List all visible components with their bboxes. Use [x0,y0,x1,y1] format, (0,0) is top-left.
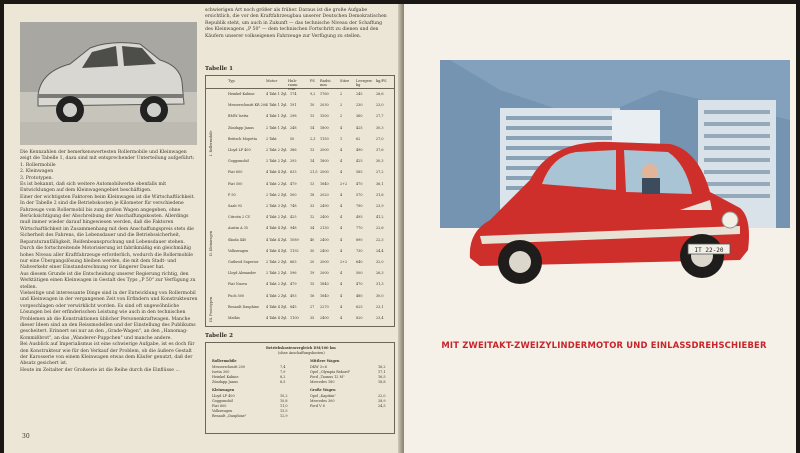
table1-cell: 2400 [320,237,329,242]
table1-cell: 1100 [290,316,299,320]
table2-item-value: 17,1 [378,370,386,374]
table2-item-value: 28,9 [378,399,386,403]
table1-cell: 1760 [320,92,329,96]
table1-cell: 640 [356,260,363,264]
table1-cell: 480 [356,293,363,298]
paragraph: Einer der wichtigsten Faktoren beim Kleinwagen ist die Wirtschaftlichkeit. In der Tabelle 2 sind die Betriebskosten je Kilometer für verschiedene Fahrzeuge vom Rollermobil bis zum großen Wagen angegeben, ohne Berücksichtigung der Abschreibung der Anschaffungskosten. Allerdings muß immer wieder darauf hingewiesen werden, daß die Faktoren Wirtschaftlichkeit im Zusammenhang mit dem Anschaffungspreis stets die Sicherheit des Fahrens, die Lebensdauer und die Betriebssicherheit, Reparaturanfälligkeit, Reifenbeanspruchung und Lebensdauer stehen. [20,194,195,245]
table1-cell: 490 [356,148,363,152]
table1-cell: 500 [356,271,363,276]
table1-cell: 4 Takt 4 Zyl. [266,316,288,320]
table1-row [218,259,393,266]
table1-cell: 2+2 [340,181,348,186]
table1-cell: 4 [340,316,343,320]
table1-row [218,214,393,221]
table1-cell: 13 [310,148,315,152]
paragraph: Aus diesem Grunde ist die Entscheidung unserer Regierung richtig, den Werktätigen einen Kleinwagen in Gestalt des Typs „P 50" zur Verfügung zu stellen. [20,271,196,290]
table1-cell: Fiat Nuova [228,282,248,287]
table1-cell: 495 [356,215,363,220]
table1-cell: 9,2 [310,92,316,96]
table2-item-name: Heinkel Kabine [212,375,239,379]
table1-cell: 425 [290,215,297,220]
table1-row [218,158,393,165]
table1-col-header: Radst. mm [320,79,332,87]
table1-col-header: Hub-raum ccm [288,79,298,91]
table1-cell: 386 [290,148,297,152]
table1-cell: 2+2 [340,260,348,264]
table1-cell: Zündapp Janus [228,125,254,130]
table1-cell: 748 [290,204,297,208]
table1-cell: Renault Dauphine [228,304,260,309]
table1-row [218,270,393,277]
table1-cell: 13 [310,181,315,186]
table1-cell: 4 [340,192,343,197]
paragraph: Es ist bekannt, daß sich weitere Automobilwerke ebenfalls mit Entwicklungen auf dem Kleinwagengebiet beschäftigen. [20,182,167,194]
table1-cell: 24,4 [376,248,384,253]
table2-title: Betriebskostenvergleich DM/100 km [266,346,336,350]
table2-item-value: 22,0 [378,394,386,398]
table1-row [218,203,393,210]
table1-cell: 770 [356,226,363,231]
table1-cell: Austin A 35 [228,226,248,231]
table1-row [218,248,393,255]
table1-cell: Heinkel-Kabine [228,92,255,96]
list-item: 1. Rollermobile [20,162,56,168]
table1-cell: 820 [356,316,363,320]
table1-cell: 2000 [320,260,329,264]
table1-cell: 1500 [320,114,329,119]
table1-cell: 293 [290,159,297,164]
table1-cell: 1800 [320,125,329,130]
table1-cell: 27,2 [376,170,384,175]
table2-item-value: 13,5 [280,409,288,413]
table1-cell: 1840 [320,293,329,298]
table1-cell: 4 Takt 2 Zyl. [266,293,288,298]
table1-cell: 22,6 [376,226,384,231]
table1-cell: 4 [340,226,343,231]
left-column-text [20,150,198,374]
table2-section-heading: Kleinwagen [212,388,235,392]
page-caption: MIT ZWEITAKT-ZWEIZYLINDERMOTOR UND EINLASSDREHSCHIEBER [441,340,767,350]
table1-row [218,281,393,288]
table2-item-value: 16,5 [378,375,386,379]
table1-cell: 31,6 [376,192,384,197]
table1-cell: 1800 [320,159,329,164]
table1-cell: 1840 [320,181,329,186]
table1-cell: Brütsch Mopetta [228,136,257,141]
table1-cell: 479 [290,282,297,287]
table1-row [218,192,393,199]
table1-cell: 890 [356,237,363,242]
table1-group-label: II. Kleinwagen [209,230,213,256]
table1-cell: Saab 93 [228,204,242,208]
table2-item-value: 16,2 [378,365,386,369]
table1-cell: 22,3 [376,237,384,242]
table1-group-label: III. Prototypen [209,296,213,322]
table1-row [218,147,393,154]
table1-cell: 4 Takt 4 Zyl. [266,248,288,253]
table1-cell: 4 Takt 4 Zyl. [266,237,288,242]
table1-cell: 27,0 [376,136,384,141]
table1-cell: Volkswagen [228,248,249,253]
table1-cell: 37,6 [376,148,384,152]
table1-cell: 479 [290,181,297,186]
table1-cell: Lloyd LP 400 [228,148,251,152]
table1-cell: 2 Takt 1 Zyl. [266,103,288,108]
table1-cell: Citroën 2 CV [228,215,251,220]
table1-cell: 2400 [320,248,329,253]
table1-cell: 425 [356,125,363,130]
table1-cell: 2270 [320,304,329,309]
right-column-intro: schwierigen Art noch größer als früher. Daraus ist die große Aufgabe ersichtlich, die vor den Kraftfahrzeugbau unserer Deutschen Demokratischen Republik steht, um auch in Zukunft — das technische Niveau der Schaffung des Kleinwagens „P 50" — dem technischen Fortschritt zu dienen und den Käufern unserer volkseigenen Fahrzeuge zur Verfügung zu stellen. [205,8,387,39]
table1-cell: 15 [310,282,315,287]
table1-cell: 2 Takt 2 Zyl. [266,192,288,197]
table1-cell: 4 [340,215,343,220]
table1 [205,75,395,327]
table1-cell: 4 Takt 2 Zyl. [266,215,288,220]
table1-cell: 18 [310,192,315,197]
table2-item-name: Ford „Taunus 12 M" [310,375,345,379]
table1-cell: 663 [290,260,297,264]
table1-cell: 360 [356,114,363,119]
table1-cell: 23,4 [376,316,384,320]
table1-cell: 35 [310,316,315,320]
table1-cell: 493 [290,293,297,298]
table1-cell: 2 Takt 2 Zyl. [266,260,288,264]
table1-cell: Skoda 440 [228,237,247,242]
table1-cell: 30 [310,248,315,253]
table1-cell: 4 [340,304,343,309]
table1-cell: 2490 [320,204,329,208]
table1-cell: 30,3 [376,159,384,164]
table1-col-header: kg/PS [376,79,387,83]
table1-cell: 4 Takt 2 Zyl. [266,181,288,186]
table1-cell: 2 Takt 3 Zyl. [266,204,288,208]
table1-cell: 2000 [320,148,329,152]
table1-cell: 948 [290,226,297,231]
table1-cell: 4 [340,248,343,253]
table1-cell: 23,1 [376,304,384,309]
table2-item-value: 8,5 [280,380,286,384]
table1-cell: Fiat 600 [228,170,243,175]
table1-cell: 4 [340,271,343,276]
table2-item-value: 18,8 [378,380,386,384]
table1-col-header: Leergew. kg [356,79,373,87]
table1-cell: 2020 [320,192,329,197]
table1-cell: 4 Takt 2 Zyl. [266,282,288,287]
table1-cell: 21,5 [310,170,318,175]
table1-cell: 1150 [320,136,329,141]
table2-item-value: 10,2 [280,394,288,398]
table2-section-heading: Große Wagen [310,388,336,392]
table1-cell: 4 [340,148,343,152]
table1-cell: 4 [340,170,343,175]
list-item: 3. Prototypen. [20,175,54,181]
table1-cell: 32,0 [376,260,384,264]
table1-cell: 23,0 [376,103,384,108]
table1-cell: 30,3 [376,125,384,130]
table1-cell: 596 [290,271,297,276]
table1-cell: 298 [290,114,297,119]
table1-col-header: Typ [228,79,235,83]
table1-group-label: I. Rollermobile [209,130,213,156]
table1-row [218,102,393,109]
table2-item-value: 12,9 [280,414,288,418]
table1-row [218,136,393,143]
table1-row [218,225,393,232]
table1-cell: 4 Takt 4 Zyl. [266,226,288,231]
table1-cell: 23,9 [376,204,384,208]
table1-row [218,293,393,300]
table1-col-header: Sitze [340,79,350,83]
paragraph: Die Kennzahlen der bemerkenswertesten Rollermobile und Kleinwagen zeigt die Tabelle 1, dazu sind mit entsprechender Unterteilung aufgeführt: [20,150,195,162]
table1-cell: 470 [356,181,363,186]
table1-row [218,125,393,132]
table2-item-name: Volkswagen [212,409,233,413]
table1-row [218,91,393,98]
table2-item-name: Messerschmitt 200 [212,365,245,369]
table1-cell: Lloyd Alexander [228,271,256,276]
table1-cell: 845 [290,304,297,309]
car-illustration [440,60,790,310]
table1-cell: 4 Takt 4 Zyl. [266,170,288,175]
table1-cell: 2000 [320,271,329,276]
table2-subtitle: (ohne Anschaffungskosten) [278,351,325,355]
table2-item-name: Mercedes 180 [310,380,335,384]
table2-item-name: Goggomobil [212,399,233,403]
paragraph: Bei Ausblick auf Imperialismus ist eine schwierige Aufgabe, ist es doch für den Konstrukteur wie für den Verkauf der Problem, ob die äußere Gestalt der Karosserie von einem Kleinwagen etwas dem Käufer genutzt, daß der Absatz gesichert ist. [20,342,195,367]
table1-cell: 245 [356,92,363,96]
table2-item-value: 10,8 [280,399,288,403]
paragraph: Durch die fortschreitende Motorisierung ist fabrikmäßig ein gleichmäßig hohes Niveau aller Kraftfahrzeuge erforderlich, wodurch die Rollermobile nur eine Übergangslösung bleiben werden, die mit dem Stadt- und Nahverkehr einer Einstandsrechnung vor längerer Dauer hat. [20,246,193,271]
table1-cell: 1089 [290,237,299,242]
table1-col-header: PS [310,79,315,83]
table1-cell: 2 Takt 2 Zyl. [266,148,288,152]
table1-cell: 4 [340,125,343,130]
table1-cell: Gutbrod Superior [228,260,259,264]
table1-cell: 14 [310,125,315,130]
table1-cell: 62 [356,136,361,141]
table1-cell: P 50 [228,192,236,197]
table1-cell: 40 [310,237,315,242]
table2-label: Tabelle 2 [205,333,233,339]
table2-section-heading: Rollermobile [212,359,237,363]
table1-cell: 4 [340,237,343,242]
table1-cell: Mathis [228,316,240,320]
table1-cell: 50 [290,136,295,141]
table1-cell: 10 [310,103,315,108]
table1-cell: 2030 [320,103,329,108]
page-number: 30 [22,433,30,440]
paragraph: Vielseitige und interessante Dinge sind in der Entwicklung von Rollermobil und Kleinwagen in der vergangenen Zeit von Erfindern und Konstrukteuren vorgeschlagen oder verwirklicht worden. Es sind oft ungewöhnliche Lösungen bei der erfinderischen Leistung wie auch in den technischen Problemen ab die Konstruktionen üblicher Personenkraftwagen. Manche dieser Ideen sind an den Reissmodellen und der Einstellung des Publikums gescheitert. Erinnert sei nur an den „Grade-Wagen", an den „Hanomag-Kommißbrot", an das „Wanderer-Puppchen" und manche andere. [20,290,198,341]
table1-cell: 2000 [320,170,329,175]
table1-col-header: Motor [266,79,278,83]
table1-row [218,181,393,188]
table1-cell: 2 [340,92,343,96]
car-side-photo [20,22,197,145]
table1-row [218,169,393,176]
table1-cell: 4 Takt 4 Zyl. [266,304,288,309]
table1-cell: 36,1 [376,181,384,186]
table1-cell: 12 [310,215,315,220]
table2-item-name: Mercedes 300 [310,399,335,403]
table1-row [218,315,393,322]
table2-item-value: 8,2 [280,375,286,379]
table1-cell: 30,0 [376,293,384,298]
table1-cell: Goggomobil [228,159,249,164]
table1-cell: 2 Takt 2 Zyl. [266,271,288,276]
list-item: 2. Kleinwagen [20,169,54,175]
table1-row [218,237,393,244]
table1-cell: 2,3 [310,136,316,141]
table1-cell: 19 [310,271,315,276]
table1-label: Tabelle 1 [205,66,233,72]
table1-cell: 790 [356,204,363,208]
table1-cell: 31,3 [376,282,384,287]
table1-cell: 633 [290,170,297,175]
table1-cell: 230 [356,103,363,108]
table1-cell: 191 [290,103,297,108]
table1-row [218,304,393,311]
table1-cell: 33 [310,204,315,208]
table1-cell: 2 Takt [266,136,277,141]
table1-cell: 2 Takt 1 Zyl. [266,125,288,130]
table1-cell: 41,2 [376,215,384,220]
table2-item-name: DKW 3=6 [310,365,327,369]
table1-cell: 13 [310,114,315,119]
table1-cell: 2400 [320,316,329,320]
table1-cell: 27 [310,304,315,309]
table1-cell: 16 [310,293,315,298]
table2-item-value: 7,4 [280,365,286,369]
table1-cell: 2 [340,114,343,119]
table1-cell: 470 [356,282,363,287]
table2-item-value: 7,9 [280,370,286,374]
table1-cell: 425 [356,159,363,164]
table1-cell: 2 [340,103,343,108]
table1-header [206,76,394,89]
table1-cell: 1192 [290,248,299,253]
table2-item-value: 24,5 [378,404,386,408]
table1-cell: 26,3 [376,271,384,276]
table2-item-value: 11,0 [280,404,288,408]
table1-cell: 248 [290,125,297,130]
table1-cell: 1 [340,136,343,141]
table2-item-name: Isetta 300 [212,370,230,374]
table1-cell: 570 [356,192,363,197]
table1-cell: 27,7 [376,114,384,119]
table2-item-name: Ford V 8 [310,404,325,408]
table1-cell: 174 [290,92,297,96]
table1-cell: 26,6 [376,92,384,96]
table1-cell: 20 [310,260,315,264]
table1-row [218,113,393,120]
paragraph: Heute im Zeitalter der Großserie ist die Reihe durch die Einflüsse ... [20,367,180,373]
table2-item-name: Lloyd LP 400 [212,394,235,398]
table1-cell: Fiat 500 [228,181,243,186]
table1-cell: BMW Isetta [228,114,249,119]
table1-cell: 500 [290,192,297,197]
table1-cell: 4 [340,159,343,164]
table2-item-name: Fiat 600 [212,404,227,408]
table2-item-name: Zündapp Janus [212,380,238,384]
table1-cell: 4 Takt 1 Zyl. [266,114,288,119]
table1-cell: Messerschmitt KR 200 [228,103,268,108]
table1-cell: 4 [340,293,343,298]
table1-cell: 4 [340,204,343,208]
table1-cell: 730 [356,248,363,253]
table1-cell: 1840 [320,282,329,287]
table2-section-heading: Mittlere Wagen [310,359,340,363]
table1-cell: 34 [310,226,315,231]
table2 [205,342,395,434]
table1-cell: 4 [340,282,343,287]
table1-cell: 4 Takt 1 Zyl. [266,92,288,96]
table2-item-name: Opel „Olympia Rekord" [310,370,351,374]
table1-cell: 14 [310,159,315,164]
table1-cell: 2400 [320,215,329,220]
license-plate: IT 22-20 [694,247,724,254]
table1-cell: Puch 500 [228,293,245,298]
table2-item-name: Renault „Dauphine" [212,414,247,418]
table1-cell: 2130 [320,226,329,231]
table1-cell: 2 Takt 2 Zyl. [266,159,288,164]
table1-cell: 585 [356,170,363,175]
table1-cell: 625 [356,304,363,309]
table2-item-name: Opel „Kapitän" [310,394,336,398]
